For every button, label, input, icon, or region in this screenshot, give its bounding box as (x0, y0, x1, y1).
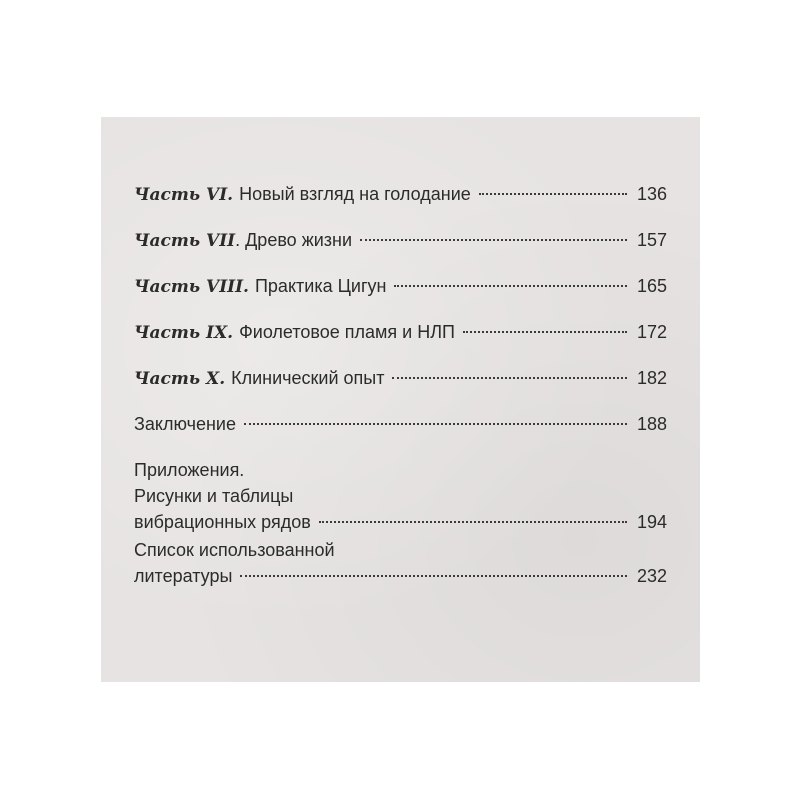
dot-leader (394, 285, 627, 287)
toc-entry-appendices (134, 457, 667, 535)
toc-entry-lead: Часть VI. (134, 185, 234, 205)
toc-page-number: 157 (636, 230, 667, 250)
toc-entry-part-9 (134, 319, 667, 345)
toc-entry-lead: Часть X. (134, 369, 226, 389)
toc-entry-part-8 (134, 273, 667, 299)
toc-entry-title-line-2: Рисунки и таблицы (134, 486, 294, 506)
toc-entry-title: Заключение (134, 414, 236, 434)
toc-entry-bibliography (134, 537, 667, 589)
toc-entry-title-line-2: литературы (134, 566, 233, 586)
toc-entry-title-line-3: вибрационных рядов (134, 512, 311, 532)
toc-entry-part-6 (134, 181, 667, 207)
toc-entry-lead: Часть IX. (134, 323, 234, 343)
toc-entry-title: Фиолетовое пламя и НЛП (239, 322, 455, 342)
toc-entry-title: . Древо жизни (235, 230, 353, 250)
toc-page-number: 188 (636, 414, 667, 434)
dot-leader (392, 377, 627, 379)
toc-entry-title-line-1: Приложения. (134, 460, 245, 480)
toc-entry-part-7 (134, 227, 667, 253)
dot-leader (479, 193, 627, 195)
toc-page-number: 136 (636, 184, 667, 204)
toc-page-number: 165 (636, 276, 667, 296)
toc-entry-lead: Часть VIII. (134, 277, 249, 297)
toc-entry-title: Клинический опыт (231, 368, 385, 388)
toc-entry-title-line-1: Список использованной (134, 540, 335, 560)
dot-leader (240, 575, 627, 577)
toc-entry-title: Практика Цигун (254, 276, 387, 296)
dot-leader (360, 239, 627, 241)
toc-page-number: 194 (636, 512, 667, 532)
dot-leader (463, 331, 627, 333)
dot-leader (319, 521, 627, 523)
toc-page-number: 182 (636, 368, 667, 388)
toc-entry-lead: Часть VII (134, 231, 236, 251)
toc-entry-part-10 (134, 365, 667, 391)
dot-leader (244, 423, 627, 425)
toc-entry-conclusion (134, 411, 667, 437)
toc-entry-title: Новый взгляд на голодание (239, 184, 471, 204)
toc-page-number: 232 (636, 566, 667, 586)
toc-page-number: 172 (636, 322, 667, 342)
